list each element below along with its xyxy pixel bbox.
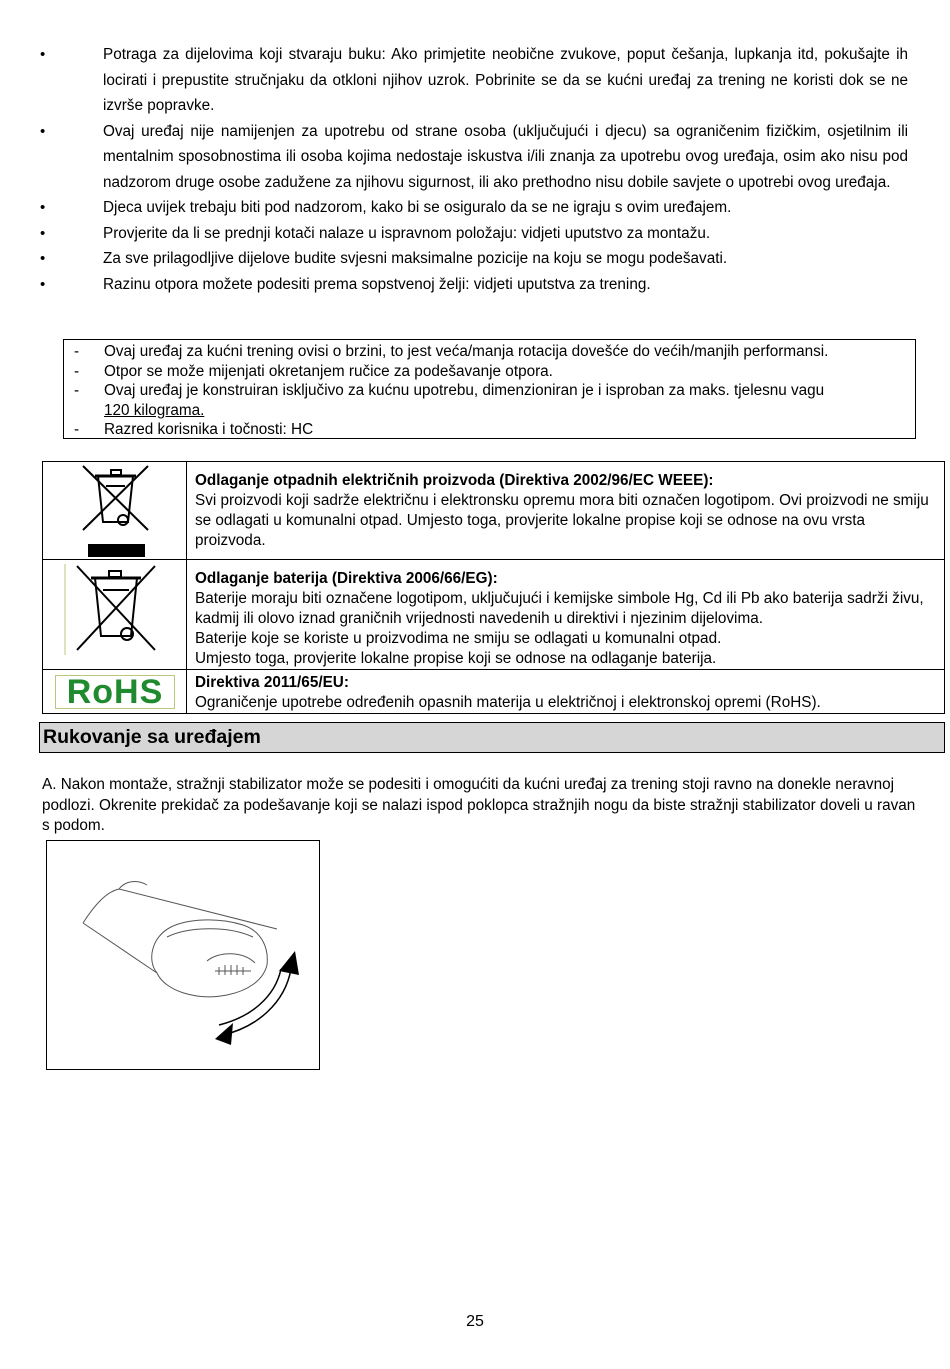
weee-row	[43, 462, 945, 560]
battery-icon-cell	[43, 560, 187, 670]
instruction-paragraph: A. Nakon montaže, stražnji stabilizator može se podesiti i omogućiti da kućni uređaj za trening stoji ravno na donekle neravnoj podlozi. Okrenite prekidač za podešavanje koji se nalazi ispod poklopca stražnjih nogu da biste stražnji stabilizator doveli u ravan s podom.	[42, 776, 916, 834]
weee-description: Svi proizvodi koji sadrže električnu i elektronsku opremu mora biti označen logotipom. Ovi proizvodi ne smiju se odlagati u komunalni otpad. Umjesto toga, provjerite lokalne propise koji se odnose na ovu vrsta proizvoda.	[195, 492, 929, 549]
note-dash: -	[74, 343, 80, 360]
section-heading: Rukovanje sa uređajem	[39, 722, 945, 753]
bullet-dot: •	[40, 199, 46, 216]
bullet-item: • Potraga za dijelovima koji stvaraju buku: Ako primjetite neobične zvukove, poput češanja, lupkanja itd, pokušajte ih locirati i prepustite stručnjaku da otkloni njihov uzrok. Pobrinite se da se kućni uređaj za trening ne koristi dok se ne izvrše popravke.	[40, 42, 908, 119]
rohs-text-cell	[187, 670, 945, 714]
battery-description: Baterije moraju biti označene logotipom, uključujući i kemijske simbole Hg, Cd ili Pb ako baterija sadrži živu, kadmij ili olovo iznad graničnih vrijednosti navedenih u direktivi i njezinim dijelovima.	[195, 590, 924, 627]
crossed-out-wheelie-bin-icon	[43, 560, 186, 659]
rohs-description: Ograničenje upotrebe određenih opasnih materija u električnoj i elektronskoj opremi (RoHS).	[195, 694, 821, 711]
rear-stabilizer-adjustment-illustration	[47, 841, 319, 1069]
bullet-dot: •	[40, 224, 46, 242]
bullet-dot: •	[40, 122, 46, 140]
rohs-title: Direktiva 2011/65/EU:	[195, 674, 349, 691]
rohs-logo-text: RoHS	[66, 673, 164, 711]
bullet-dot: •	[40, 250, 46, 267]
notes-box	[63, 339, 916, 439]
bullet-dot: •	[40, 46, 46, 63]
stabilizer-figure	[46, 840, 320, 1070]
max-weight-underlined: 120 kilograma.	[104, 401, 205, 419]
rohs-row	[43, 670, 945, 714]
battery-description: Baterije koje se koriste u proizvodima ne smiju se odlagati u komunalni otpad.	[195, 630, 722, 647]
crossed-out-wheelie-bin-icon	[43, 462, 186, 559]
bullet-item: • Djeca uvijek trebaju biti pod nadzorom, kako bi se osiguralo da se ne igraju s ovim uređajem.	[40, 195, 908, 221]
note-dash: -	[74, 421, 80, 438]
disposal-table	[42, 461, 945, 714]
weee-icon-cell	[43, 462, 187, 560]
note-item: - Ovaj uređaj je konstruiran isključivo za kućnu upotrebu, dimenzioniran je i isproban za maks. tjelesnu vagu 120 kilograma.	[74, 382, 825, 419]
battery-title: Odlaganje baterija (Direktiva 2006/66/EG):	[195, 570, 498, 587]
bullet-item: • Provjerite da li se prednji kotači nalaze u ispravnom položaju: vidjeti uputstvo za montažu.	[40, 221, 908, 247]
page-number: 25	[466, 1313, 484, 1330]
note-item: - Ovaj uređaj za kućni trening ovisi o brzini, to jest veća/manja rotacija dovešće do većih/manjih performansi.	[74, 343, 829, 360]
bullet-item: • Za sve prilagodljive dijelove budite svjesni maksimalne pozicije na koju se mogu podešavati.	[40, 246, 908, 272]
rohs-logo-icon	[55, 675, 175, 709]
rohs-icon-cell	[43, 670, 187, 714]
battery-text-cell	[187, 560, 945, 670]
note-item: - Otpor se može mijenjati okretanjem ručice za podešavanje otpora.	[74, 362, 553, 380]
battery-description: Umjesto toga, provjerite lokalne propise koji se odnose na odlaganje baterija.	[195, 650, 717, 667]
battery-row	[43, 560, 945, 670]
weee-text-cell	[187, 462, 945, 560]
note-item: - Razred korisnika i točnosti: HC	[74, 421, 314, 438]
bullet-item: • Ovaj uređaj nije namijenjen za upotrebu od strane osoba (uključujući i djecu) sa ograničenim fizičkim, osjetilnim ili mentalnim sposobnostima ili osoba kojima nedostaje iskustva i/ili znanja za upotrebu ovog uređaja, osim ako nisu pod nadzorom druge osobe zadužene za njihovu sigurnost, ili ako prethodno nisu dobile savjete o upotrebi ovog uređaja.	[40, 119, 908, 196]
safety-bullet-list	[40, 42, 908, 297]
bullet-dot: •	[40, 275, 46, 293]
note-dash: -	[74, 362, 80, 380]
bullet-item: • Razinu otpora možete podesiti prema sopstvenoj želji: vidjeti uputstva za trening.	[40, 272, 908, 298]
note-dash: -	[74, 382, 80, 399]
weee-title: Odlaganje otpadnih električnih proizvoda (Direktiva 2002/96/EC WEEE):	[195, 472, 714, 489]
